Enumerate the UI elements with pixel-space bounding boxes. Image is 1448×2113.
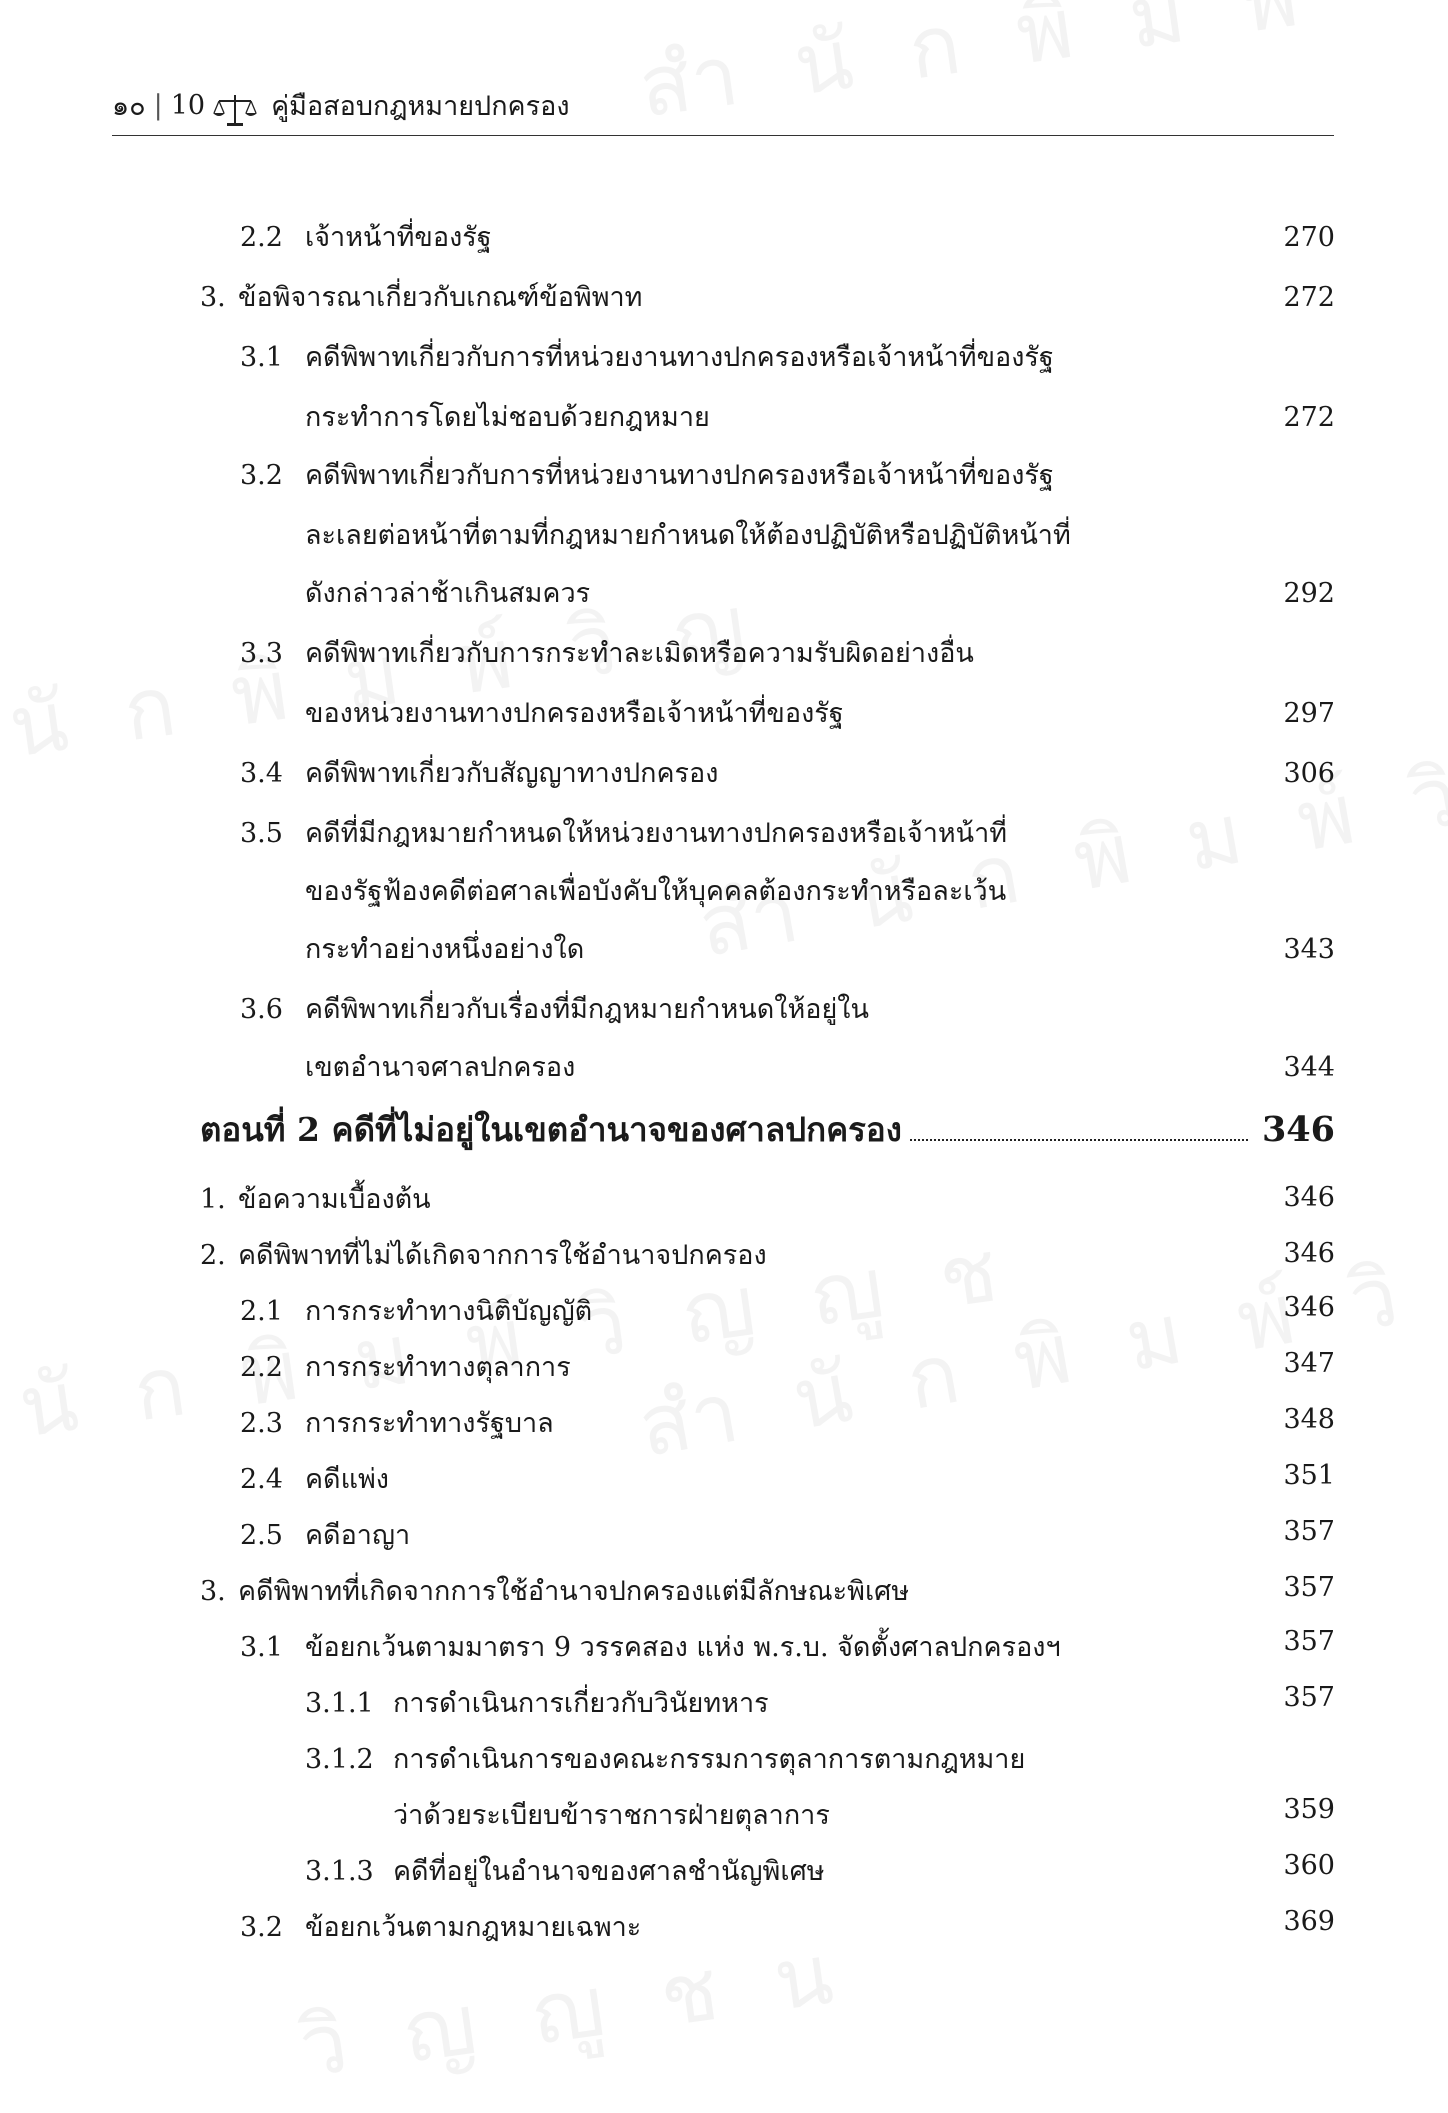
toc-page-number: 270 (1283, 222, 1335, 253)
toc-entry-number: 3.1.2 (305, 1744, 374, 1775)
toc-entry-text: การดำเนินการเกี่ยวกับวินัยทหาร (393, 1688, 769, 1719)
toc-entry-text: เจ้าหน้าที่ของรัฐ (305, 222, 492, 253)
toc-entry (305, 1054, 575, 1081)
toc-entry-text: คดีที่มีกฎหมายกำหนดให้หน่วยงานทางปกครองหรือเจ้าหน้าที่ (305, 818, 1008, 849)
toc-entry-text: ดังกล่าวล่าช้าเกินสมควร (305, 578, 591, 609)
toc-entry-text: ข้อยกเว้นตามกฎหมายเฉพาะ (305, 1912, 642, 1943)
toc-page-number: 351 (1283, 1460, 1335, 1491)
toc-page-number: 297 (1283, 698, 1335, 729)
toc-entry (305, 580, 590, 607)
toc-entry-number: 3.3 (240, 638, 283, 669)
toc-page-number: 347 (1283, 1348, 1335, 1379)
toc-page-number: 357 (1283, 1682, 1335, 1713)
toc-part-page: 346 (1261, 1109, 1335, 1150)
dot-leader (910, 1138, 1248, 1141)
toc-entry-number: 3.1 (240, 342, 283, 373)
toc-entry-number: 2.5 (240, 1520, 283, 1551)
page-number-arabic: 10 (170, 90, 206, 121)
toc-entry-text: ว่าด้วยระเบียบข้าราชการฝ่ายตุลาการ (393, 1800, 830, 1831)
toc-entry-number: 2.3 (240, 1408, 283, 1439)
toc-entry-text: การกระทำทางรัฐบาล (305, 1408, 554, 1439)
toc-entry-text: คดีพิพาทเกี่ยวกับเรื่องที่มีกฎหมายกำหนดให้อยู่ใน (305, 994, 869, 1025)
toc-entry-text: ข้อความเบื้องต้น (238, 1184, 431, 1215)
toc-page-number: 359 (1283, 1794, 1335, 1825)
toc-entry-text: ละเลยต่อหน้าที่ตามที่กฎหมายกำหนดให้ต้องปฏิบัติหรือปฏิบัติหน้าที่ (305, 520, 1071, 551)
toc-entry (305, 522, 1071, 549)
toc-page-number: 344 (1283, 1052, 1335, 1083)
toc-entry-number: 3.5 (240, 818, 283, 849)
toc-entry-number: 3. (200, 282, 226, 313)
toc-page-number: 369 (1283, 1906, 1335, 1937)
toc-page-number: 357 (1283, 1572, 1335, 1603)
toc-page-number: 343 (1283, 934, 1335, 965)
toc-entry-text: เขตอำนาจศาลปกครอง (305, 1052, 576, 1083)
toc-entry-text: คดีพิพาทที่ไม่ได้เกิดจากการใช้อำนาจปกครอง (238, 1240, 767, 1271)
toc-entry-number: 3.2 (240, 460, 283, 491)
toc-entry-number: 3.2 (240, 1912, 283, 1943)
toc-page-number: 357 (1283, 1626, 1335, 1657)
toc-page-number: 306 (1283, 758, 1335, 789)
toc-entry-number: 3.1 (240, 1632, 283, 1663)
toc-page-number: 272 (1283, 402, 1335, 433)
toc-entry-text: ของหน่วยงานทางปกครองหรือเจ้าหน้าที่ของรัฐ (305, 698, 844, 729)
toc-entry (393, 1802, 830, 1829)
toc-entry-text: คดีแพ่ง (305, 1464, 389, 1495)
toc-entry (305, 878, 1006, 905)
toc-page-number: 360 (1283, 1850, 1335, 1881)
toc-entry-number: 3.1.1 (305, 1688, 374, 1719)
toc-page-number: 346 (1283, 1238, 1335, 1269)
toc-entry-text: กระทำอย่างหนึ่งอย่างใด (305, 934, 585, 965)
toc-entry-number: 2.1 (240, 1296, 283, 1327)
toc-entry-text: ข้อยกเว้นตามมาตรา 9 วรรคสอง แห่ง พ.ร.บ. จัดตั้งศาลปกครองฯ (305, 1632, 1061, 1663)
toc-entry-text: คดีพิพาทเกี่ยวกับการที่หน่วยงานทางปกครองหรือเจ้าหน้าที่ของรัฐ (305, 342, 1054, 373)
book-title: คู่มือสอบกฎหมายปกครอง (271, 91, 570, 122)
toc-entry-number: 2.4 (240, 1464, 283, 1495)
toc-entry-number: 3.6 (240, 994, 283, 1025)
toc-part-heading (200, 1109, 1335, 1150)
toc-page-number: 346 (1283, 1292, 1335, 1323)
toc-entry-number: 2.2 (240, 1352, 283, 1383)
toc-entry-number: 3.4 (240, 758, 283, 789)
toc-entry-number: 3.1.3 (305, 1856, 374, 1887)
header-separator: | (153, 90, 163, 121)
toc-entry-text: คดีอาญา (305, 1520, 411, 1551)
toc-page-number: 346 (1283, 1182, 1335, 1213)
toc-entry-text: คดีพิพาทเกี่ยวกับสัญญาทางปกครอง (305, 758, 719, 789)
toc-entry-number: 2.2 (240, 222, 283, 253)
toc-entry-text: ข้อพิจารณาเกี่ยวกับเกณฑ์ข้อพิพาท (238, 282, 643, 313)
toc-page-number: 357 (1283, 1516, 1335, 1547)
toc-entry-text: คดีที่อยู่ในอำนาจของศาลชำนัญพิเศษ (393, 1856, 825, 1887)
toc-entry (305, 700, 844, 727)
toc-entry-text: การกระทำทางตุลาการ (305, 1352, 571, 1383)
toc-page-number: 272 (1283, 282, 1335, 313)
toc-part-label: ตอนที่ 2 คดีที่ไม่อยู่ในเขตอำนาจของศาลปกครอง (200, 1110, 902, 1149)
toc-entry (305, 404, 710, 431)
toc-entry-text: คดีพิพาทที่เกิดจากการใช้อำนาจปกครองแต่มีลักษณะพิเศษ (238, 1576, 910, 1607)
toc-page-number: 348 (1283, 1404, 1335, 1435)
toc-page-number: 292 (1283, 578, 1335, 609)
toc-entry-number: 3. (200, 1576, 226, 1607)
toc-entry-text: ของรัฐฟ้องคดีต่อศาลเพื่อบังคับให้บุคคลต้องกระทำหรือละเว้น (305, 876, 1007, 907)
toc-entry (305, 936, 584, 963)
page-number-thai: ๑๐ (112, 91, 146, 122)
toc-entry-text: กระทำการโดยไม่ชอบด้วยกฎหมาย (305, 402, 710, 433)
toc-entry-text: คดีพิพาทเกี่ยวกับการที่หน่วยงานทางปกครองหรือเจ้าหน้าที่ของรัฐ (305, 460, 1054, 491)
toc-entry-number: 2. (200, 1240, 226, 1271)
toc-entry-text: คดีพิพาทเกี่ยวกับการกระทำละเมิดหรือความรับผิดอย่างอื่น (305, 638, 974, 669)
toc-entry-number: 1. (200, 1184, 226, 1215)
toc-entry-text: การดำเนินการของคณะกรรมการตุลาการตามกฎหมาย (393, 1744, 1026, 1775)
toc-entry-text: การกระทำทางนิติบัญญัติ (305, 1296, 593, 1327)
